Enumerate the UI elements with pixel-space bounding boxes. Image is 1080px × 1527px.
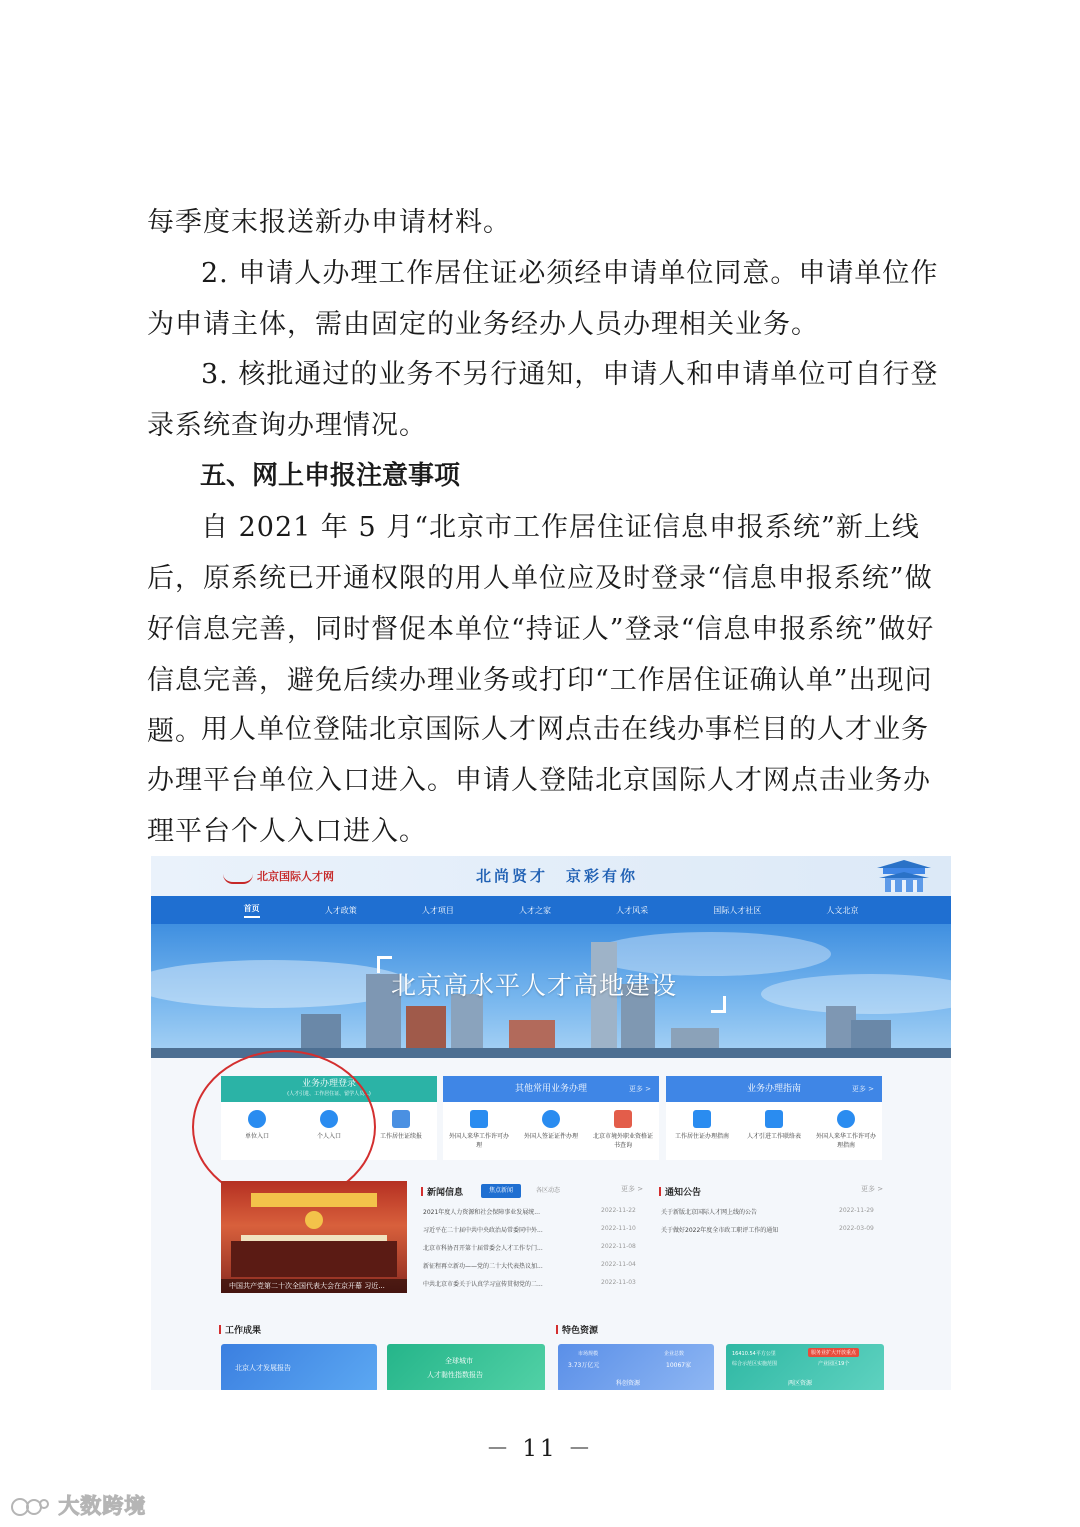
news-item[interactable]: 2021年度人力资源和社会保障事业发展统... [423,1209,540,1216]
visa-label: 外国人签证证件办理 [523,1133,578,1140]
watermark [10,1490,146,1520]
panel-common-header [443,1076,659,1102]
book-icon [693,1110,711,1128]
permit-renewal-button[interactable] [369,1110,433,1141]
permit-renewal-label: 工作居住证续报 [379,1133,422,1140]
card-label: 综合示范区实施范围 [732,1361,778,1367]
card-label: 产业园区19个 [818,1361,850,1367]
card-label: 市场规模 [578,1351,599,1357]
watermark-text: 大数跨境 [58,1494,147,1518]
notice-more-link[interactable]: 更多 > [861,1185,884,1193]
panel-guide-icons [666,1102,882,1150]
website-screenshot [151,856,951,1390]
tab-focus-news[interactable]: 焦点新闻 [481,1184,521,1198]
notice-item[interactable]: 关于做好2022年度全市政工职评工作的通知 [661,1227,779,1234]
panel-common-title: 其他常用业务办理 [514,1084,587,1094]
nav-projects[interactable]: 人才项目 [421,905,454,915]
news-photo-caption: 中国共产党第二十次全国代表大会在京开幕 习近... [221,1279,407,1293]
work-permit-button[interactable] [447,1110,511,1150]
news-item[interactable]: 北京市科协召开第十届常委会人才工作专门... [423,1245,543,1252]
work-permit-guide-label: 外国人来华工作许可办理指南 [815,1133,876,1149]
visa-button[interactable] [519,1110,583,1150]
card-label: 10067家 [666,1362,692,1369]
hero-banner [151,924,951,1058]
panel-common-services [443,1076,659,1160]
panel-common-icons [443,1102,659,1150]
paragraph-3: 3. 核批通过的业务不另行通知，申请人和申请单位可自行登录系统查询办理情况。 [147,359,939,441]
news-date: 2022-11-04 [601,1261,636,1268]
card-label: 人才黏性指数报告 [427,1371,483,1379]
achievements-title: 工作成果 [219,1323,261,1336]
nav-showcase[interactable]: 人才风采 [616,905,649,915]
permit-guide-button[interactable] [670,1110,734,1150]
news-photo[interactable] [221,1181,407,1293]
logo-text: 北京国际人才网 [257,870,334,883]
cert-query-button[interactable] [591,1110,655,1150]
nav-home-of-talent[interactable]: 人才之家 [518,905,551,915]
nav-policy[interactable]: 人才政策 [324,905,357,915]
news-item[interactable]: 中共北京市委关于认真学习宣传贯彻党的二... [423,1281,543,1288]
work-permit-guide-button[interactable] [814,1110,878,1150]
personal-entry-label: 个人入口 [316,1133,341,1140]
site-slogan: 北尚贤才 京彩有你 [476,867,639,885]
resource-card-two-zones[interactable] [726,1344,884,1390]
card-label: 3.73万亿元 [568,1362,600,1369]
contact-sheet-button[interactable] [742,1110,806,1150]
unit-entry-label: 单位入口 [244,1133,269,1140]
panel-guide [666,1076,882,1160]
news-date: 2022-11-22 [601,1207,636,1214]
panel-common-more-link[interactable]: 更多 > [628,1085,651,1093]
permit-guide-label: 工作居住证办理指南 [674,1133,729,1140]
house-icon [542,1110,560,1128]
news-item[interactable]: 习近平在二十届中共中央政治局常委同中外... [423,1227,543,1234]
card-label: 企业总数 [664,1351,685,1357]
page-number: － 11 － [486,1436,594,1462]
notice-date: 2022-03-09 [839,1225,874,1232]
news-date: 2022-11-08 [601,1243,636,1250]
notice-date: 2022-11-29 [839,1207,874,1214]
nav-home[interactable]: 首页 [244,903,260,918]
news-title: 新闻信息 [421,1185,463,1198]
paragraph-4: 自 2021 年 5 月“北京市工作居住证信息申报系统”新上线后，原系统已开通权限的用人单位应及时登录“信息申报系统”做好信息完善，同时督促本单位“持证人”登录“信息申报系统”做好信息完善，避免后续办理业务或打印“工作居住证确认单”出现问题。 [147,512,935,747]
panel-guide-header [666,1076,882,1102]
work-permit-label: 外国人来华工作许可办理 [448,1133,509,1149]
report-card-talent-development[interactable] [221,1344,377,1390]
nav-intl-community[interactable]: 国际人才社区 [713,905,762,915]
panel-login-subtitle: (人才引进、工作居住证、留学人员...) [287,1091,371,1097]
document-icon [392,1110,410,1128]
panel-guide-title: 业务办理指南 [746,1084,801,1094]
list-icon [765,1110,783,1128]
news-date: 2022-11-03 [601,1279,636,1286]
passport-icon [470,1110,488,1128]
banner-bracket-right [711,996,726,1013]
site-logo[interactable] [223,868,334,884]
watermark-logo-icon [10,1495,50,1519]
banner-title: 北京高水平人才高地建设 [391,971,678,1000]
news-more-link[interactable]: 更多 > [621,1185,644,1193]
news-item[interactable]: 新征程再立新功——党的二十大代表热议加... [423,1263,543,1270]
cert-query-label: 北京市境外职业资格证书查询 [592,1133,653,1149]
card-label: 16410.54平方公里 [732,1351,776,1357]
pavilion-icon [875,858,933,894]
site-header [151,856,951,896]
card-label: 北京人才发展报告 [235,1364,291,1372]
congress-hall-image [221,1181,407,1293]
card-label: 服务业扩大开放重点 [808,1348,859,1357]
paragraph-1: 每季度末报送新办申请材料。 [147,207,511,238]
card-label: 两区资源 [788,1380,813,1387]
card-label: 科创资源 [616,1380,641,1387]
section-heading: 五、网上申报注意事项 [200,461,461,491]
tab-district-news[interactable]: 各区动态 [536,1187,561,1194]
banner-bracket-left [377,956,392,973]
panel-guide-more-link[interactable]: 更多 > [851,1085,874,1093]
notice-item[interactable]: 关于新版北京国际人才网上线的公告 [661,1209,758,1216]
resources-title: 特色资源 [556,1323,598,1336]
contact-sheet-label: 人才引进工作联络表 [746,1133,801,1140]
resource-card-innovation[interactable] [558,1344,714,1390]
pen-icon [837,1110,855,1128]
card-label: 全球城市 [445,1357,473,1365]
certificate-icon [614,1110,632,1128]
panel-login-title: 业务办理登录 [301,1079,356,1089]
news-date: 2022-11-10 [601,1225,636,1232]
paragraph-2: 2. 申请人办理工作居住证必须经申请单位同意。申请单位作为申请主体，需由固定的业务经办人员办理相关业务。 [147,258,939,340]
notice-title: 通知公告 [659,1185,701,1198]
logo-icon [223,870,253,884]
site-nav [151,896,951,924]
paragraph-5: 用人单位登陆北京国际人才网点击在线办事栏目的人才业务办理平台单位入口进入。申请人登陆北京国际人才网点击业务办理平台个人入口进入。 [147,714,931,847]
nav-humanities[interactable]: 人文北京 [826,905,859,915]
report-card-global-cities[interactable] [387,1344,545,1390]
